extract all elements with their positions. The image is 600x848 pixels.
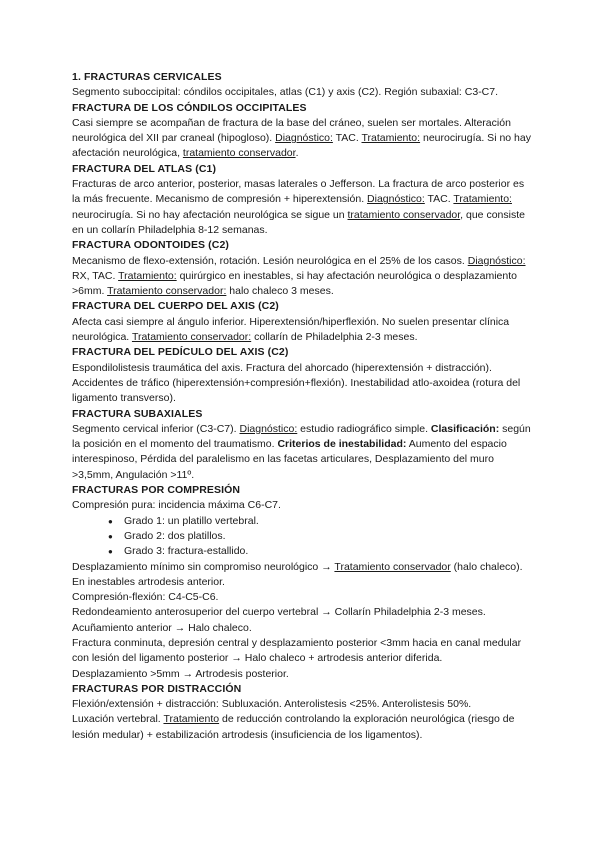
text: , que consiste en un collarín Philadelphia 8-12 semanas.	[72, 208, 525, 236]
diagnostico-label: Diagnóstico:	[239, 422, 298, 435]
diagnostico-label: Diagnóstico:	[275, 132, 333, 145]
tratamiento-label: Tratamiento:	[453, 193, 512, 206]
tratamiento-label: Tratamiento	[163, 713, 220, 726]
text: Desplazamiento mínimo sin compromiso neurológico →	[72, 560, 335, 573]
heading-subaxiales: FRACTURA SUBAXIALES	[72, 407, 203, 420]
conservador-label: Tratamiento conservador:	[107, 285, 227, 298]
text: Luxación vertebral.	[72, 713, 164, 726]
paragraph-condilos	[72, 116, 532, 162]
text: Segmento cervical inferior (C3-C7).	[72, 422, 240, 435]
text: Casi siempre se acompañan de fractura de la base del cráneo, suelen ser mortales. Alteración neurológica del XII par craneal (hipogloso).	[72, 116, 511, 145]
grados-list	[72, 514, 532, 560]
text: neurocirugía. Si no hay afectación neurológica,	[72, 132, 531, 160]
heading-atlas: FRACTURA DEL ATLAS (C1)	[72, 162, 217, 175]
document-title: 1. FRACTURAS CERVICALES	[72, 71, 222, 83]
text: Fracturas de arco anterior, posterior, masas laterales o Jefferson. La fractura de arco posterior es la más frecuente. Mecanismo de compresión + hiperextensión.	[72, 178, 525, 206]
conservador-label: tratamiento conservador	[182, 147, 296, 160]
paragraph-conminuta: Fractura conminuta, depresión central y desplazamiento posterior <3mm hacia en canal medular con lesión del ligamento posterior → Halo chaleco + artrodesis anterior diferida.	[72, 636, 522, 665]
text: (halo chaleco).	[450, 560, 523, 573]
text: halo chaleco 3 meses.	[226, 285, 334, 298]
text: neurocirugía. Si no hay afectación neurológica se sigue un	[72, 208, 348, 221]
paragraph-cuerpo-axis	[72, 315, 532, 346]
heading-pediculo: FRACTURA DEL PEDÍCULO DEL AXIS (C2)	[72, 346, 289, 359]
text: Afecta casi siempre al ángulo inferior. Hiperextensión/hiperflexión. No suelen presentar clínica neurológica.	[72, 315, 510, 344]
paragraph-redondeamiento: Redondeamiento anterosuperior del cuerpo vertebral → Collarín Philadelphia 2-3 meses.	[72, 606, 486, 619]
text: Mecanismo de flexo-extensión, rotación. Lesión neurológica en el 25% de los casos.	[72, 254, 468, 267]
text: TAC.	[332, 132, 362, 145]
conservador-label: Tratamiento conservador	[334, 560, 451, 573]
text: según la posición en el momento del traumatismo.	[72, 422, 531, 451]
intro-paragraph	[72, 85, 532, 100]
paragraph-acunamiento: Acuñamiento anterior → Halo chaleco.	[72, 621, 252, 634]
tratamiento-label: Tratamiento:	[118, 269, 177, 282]
heading-condilos: FRACTURA DE LOS CÓNDILOS OCCIPITALES	[72, 101, 307, 114]
text: .	[295, 147, 299, 160]
conservador-label: Tratamiento conservador:	[131, 331, 252, 344]
paragraph-desplazamiento-5mm: Desplazamiento >5mm → Artrodesis posterior.	[72, 667, 289, 680]
paragraph-compresion-pura: Compresión pura: incidencia máxima C6-C7.	[72, 499, 281, 512]
list-item: ● Grado 3: fractura-estallido.	[108, 544, 532, 559]
heading-odontoides: FRACTURA ODONTOIDES (C2)	[72, 239, 229, 252]
tratamiento-label: Tratamiento:	[361, 132, 421, 145]
paragraph-atlas	[72, 177, 532, 238]
conservador-label: tratamiento conservador	[347, 208, 461, 221]
text: collarín de Philadelphia 2-3 meses.	[251, 331, 418, 344]
diagnostico-label: Diagnóstico:	[367, 193, 425, 206]
paragraph-luxacion	[72, 712, 532, 743]
paragraph-pediculo: Espondilolistesis traumática del axis. Fractura del ahorcado (hiperextensión + distracción). Accidentes de tráfico (hiperextensión+compresión+flexión). Inestabilidad atlo-axoidea (rotura del ligamento transverso).	[72, 361, 521, 405]
criterios-label: Criterios de inestabilidad:	[277, 438, 407, 451]
paragraph-inestables: En inestables artrodesis anterior.	[72, 575, 225, 588]
paragraph-desplazamiento-minimo	[72, 560, 532, 575]
text: RX, TAC.	[72, 269, 119, 282]
text: Aumento del espacio interespinoso, Pérdida del paralelismo en las facetas articulares, Desplazamiento del muro >3,5mm, Angulación >11º.	[72, 438, 507, 481]
text: TAC.	[424, 193, 454, 206]
text: quirúrgico en inestables, si hay afectación neurológica o desplazamiento >6mm.	[72, 269, 517, 298]
diagnostico-label: Diagnóstico:	[467, 254, 526, 267]
list-item: ● Grado 2: dos platillos.	[108, 529, 532, 544]
intro-text: Segmento suboccipital: cóndilos occipitales, atlas (C1) y axis (C2). Región subaxial: C3-C7.	[72, 86, 499, 99]
clasificacion-label: Clasificación:	[430, 422, 500, 435]
list-item: ● Grado 1: un platillo vertebral.	[108, 514, 532, 529]
document-page	[72, 70, 532, 743]
paragraph-flexion-extension: Flexión/extensión + distracción: Subluxación. Anterolistesis <25%. Anterolistesis 50%.	[72, 698, 472, 711]
heading-distraccion: FRACTURAS POR DISTRACCIÓN	[72, 682, 242, 695]
paragraph-subaxiales	[72, 422, 532, 483]
text: estudio radiográfico simple.	[297, 422, 431, 435]
paragraph-compresion-flexion: Compresión-flexión: C4-C5-C6.	[72, 591, 219, 604]
heading-cuerpo-axis: FRACTURA DEL CUERPO DEL AXIS (C2)	[72, 300, 279, 313]
paragraph-odontoides	[72, 254, 532, 300]
heading-compresion: FRACTURAS POR COMPRESIÓN	[72, 484, 241, 497]
text: de reducción controlando la exploración neurológica (riesgo de lesión medular) + estabilización artrodesis (insuficiencia de los ligamentos).	[72, 713, 515, 741]
